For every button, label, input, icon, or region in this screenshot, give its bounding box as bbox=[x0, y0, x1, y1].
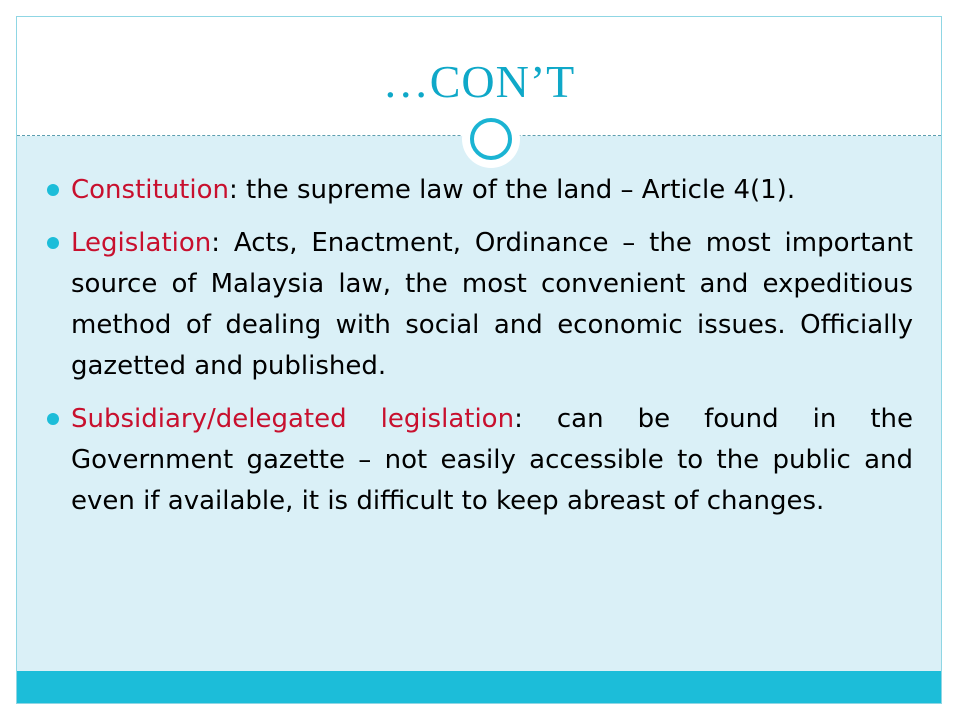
round-bullet-icon bbox=[47, 237, 59, 249]
bullet-term: Subsidiary/delegated legislation bbox=[71, 404, 515, 434]
list-item bbox=[47, 223, 913, 387]
bullet-text: : can be found in the Government gazette – not easily accessible to the public and even if available, it is difficult to keep abreast of changes. bbox=[71, 404, 913, 516]
bottom-accent-bar bbox=[17, 671, 941, 703]
list-item bbox=[47, 399, 913, 522]
bullet-list bbox=[47, 170, 913, 534]
bullet-text: : the supreme law of the land – Article 4(1). bbox=[228, 175, 796, 205]
list-item bbox=[47, 170, 913, 211]
slide-frame bbox=[16, 16, 942, 704]
slide-title: …CON’T bbox=[382, 56, 576, 107]
bullet-text: : Acts, Enactment, Ordinance – the most important source of Malaysia law, the most convenient and expeditious method of dealing with social and economic issues. Officially gazetted and published. bbox=[71, 228, 913, 381]
bullet-term: Legislation bbox=[71, 228, 212, 258]
circle-ring-icon bbox=[462, 110, 520, 168]
round-bullet-icon bbox=[47, 413, 59, 425]
bullet-term: Constitution bbox=[71, 175, 229, 205]
circle-ring-inner bbox=[470, 118, 512, 160]
round-bullet-icon bbox=[47, 184, 59, 196]
